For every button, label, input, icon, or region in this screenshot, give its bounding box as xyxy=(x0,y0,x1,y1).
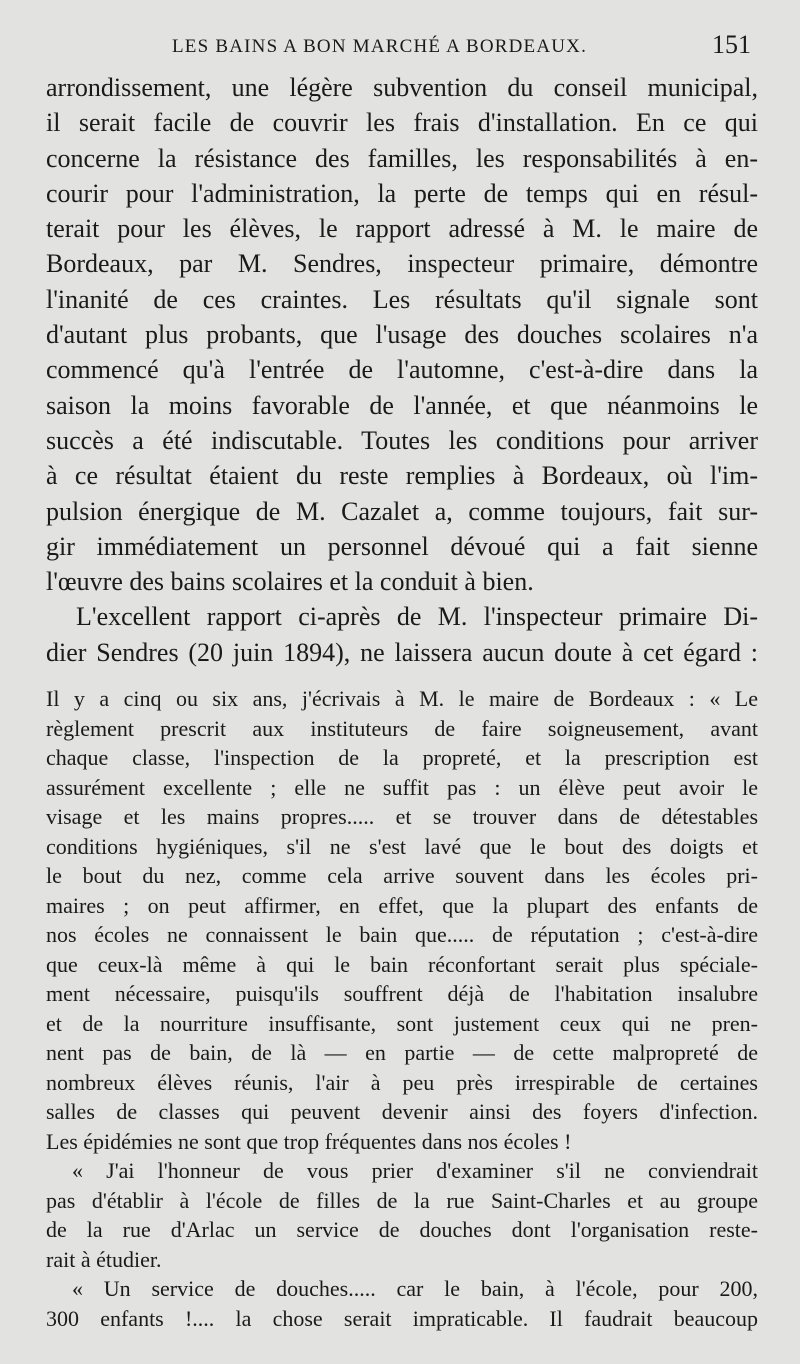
text-line: Bordeaux, par M. Sendres, inspecteur primaire, démontre xyxy=(46,249,758,279)
text-line: il serait facile de couvrir les frais d'installation. En ce qui xyxy=(46,108,758,138)
quote-line: nombreux élèves réunis, l'air à peu près irrespirable de certaines xyxy=(46,1069,758,1095)
page-header xyxy=(0,30,800,64)
quote-line: salles de classes qui peuvent devenir ainsi des foyers d'infection. xyxy=(46,1099,758,1124)
quote-line: de la rue d'Arlac un service de douches dont l'organisation reste- xyxy=(46,1217,758,1242)
quote-line: assurément excellente ; elle ne suffit pas : un élève peut avoir le xyxy=(46,774,758,800)
text-line: d'autant plus probants, que l'usage des douches scolaires n'a xyxy=(46,320,758,350)
quote-line: visage et les mains propres..... et se trouver dans de détestables xyxy=(46,804,758,829)
quote-line: maires ; on peut affirmer, en effet, que la plupart des enfants de xyxy=(46,892,758,918)
text-line: concerne la résistance des familles, les responsabilités à en- xyxy=(46,143,758,173)
text-line: à ce résultat étaient du reste remplies à Bordeaux, où l'im- xyxy=(46,461,758,491)
text-line: l'inanité de ces craintes. Les résultats qu'il signale sont xyxy=(46,284,758,314)
text-line: gir immédiatement un personnel dévoué qui a fait sienne xyxy=(46,531,758,561)
text-line: succès a été indiscutable. Toutes les conditions pour arriver xyxy=(46,425,758,455)
text-line: dier Sendres (20 juin 1894), ne laissera aucun doute à cet égard : xyxy=(46,637,758,667)
quote-line: 300 enfants !.... la chose serait impraticable. Il faudrait beaucoup xyxy=(46,1305,758,1331)
quote-line: règlement prescrit aux instituteurs de faire soigneusement, avant xyxy=(46,715,758,741)
quote-line: rait à étudier. xyxy=(46,1246,162,1272)
quote-line: que ceux-là même à qui le bain réconfortant serait plus spéciale- xyxy=(46,951,758,977)
main-text xyxy=(46,70,758,670)
quoted-report xyxy=(46,684,758,1333)
text-line: terait pour les élèves, le rapport adressé à M. le maire de xyxy=(46,214,758,244)
text-line: courir pour l'administration, la perte de temps qui en résul- xyxy=(46,178,758,208)
running-title: LES BAINS A BON MARCHÉ A BORDEAUX. xyxy=(172,36,588,57)
text-line: arrondissement, une légère subvention du conseil municipal, xyxy=(46,73,758,102)
quote-line: le bout du nez, comme cela arrive souvent dans les écoles pri- xyxy=(46,863,758,888)
quote-line: et de la nourriture insuffisante, sont justement ceux qui ne pren- xyxy=(46,1010,758,1036)
quote-line: Il y a cinq ou six ans, j'écrivais à M. le maire de Bordeaux : « Le xyxy=(46,686,758,711)
quote-line: ment nécessaire, puisqu'ils souffrent déjà de l'habitation insalubre xyxy=(46,981,758,1006)
text-line: L'excellent rapport ci-après de M. l'inspecteur primaire Di- xyxy=(76,602,758,632)
quote-line: « J'ai l'honneur de vous prier d'examiner s'il ne conviendrait xyxy=(72,1158,758,1183)
text-line: commencé qu'à l'entrée de l'automne, c'est-à-dire dans la xyxy=(46,355,758,385)
quote-line: Les épidémies ne sont que trop fréquentes dans nos écoles ! xyxy=(46,1128,572,1154)
page-number: 151 xyxy=(712,30,751,59)
quote-line: conditions hygiéniques, s'il ne s'est lavé que le bout des doigts et xyxy=(46,833,758,859)
quote-line: « Un service de douches..... car le bain, à l'école, pour 200, xyxy=(72,1276,758,1301)
text-line: l'œuvre des bains scolaires et la conduit à bien. xyxy=(46,567,534,597)
quote-line: nos écoles ne connaissent le bain que..... de réputation ; c'est-à-dire xyxy=(46,922,758,947)
quote-line: pas d'établir à l'école de filles de la rue Saint-Charles et au groupe xyxy=(46,1187,758,1213)
quote-line: chaque classe, l'inspection de la propreté, et la prescription est xyxy=(46,745,758,770)
quote-line: nent pas de bain, de là — en partie — de cette malpropreté de xyxy=(46,1040,758,1065)
text-line: pulsion énergique de M. Cazalet a, comme toujours, fait sur- xyxy=(46,496,758,526)
text-line: saison la moins favorable de l'année, et que néanmoins le xyxy=(46,390,758,420)
